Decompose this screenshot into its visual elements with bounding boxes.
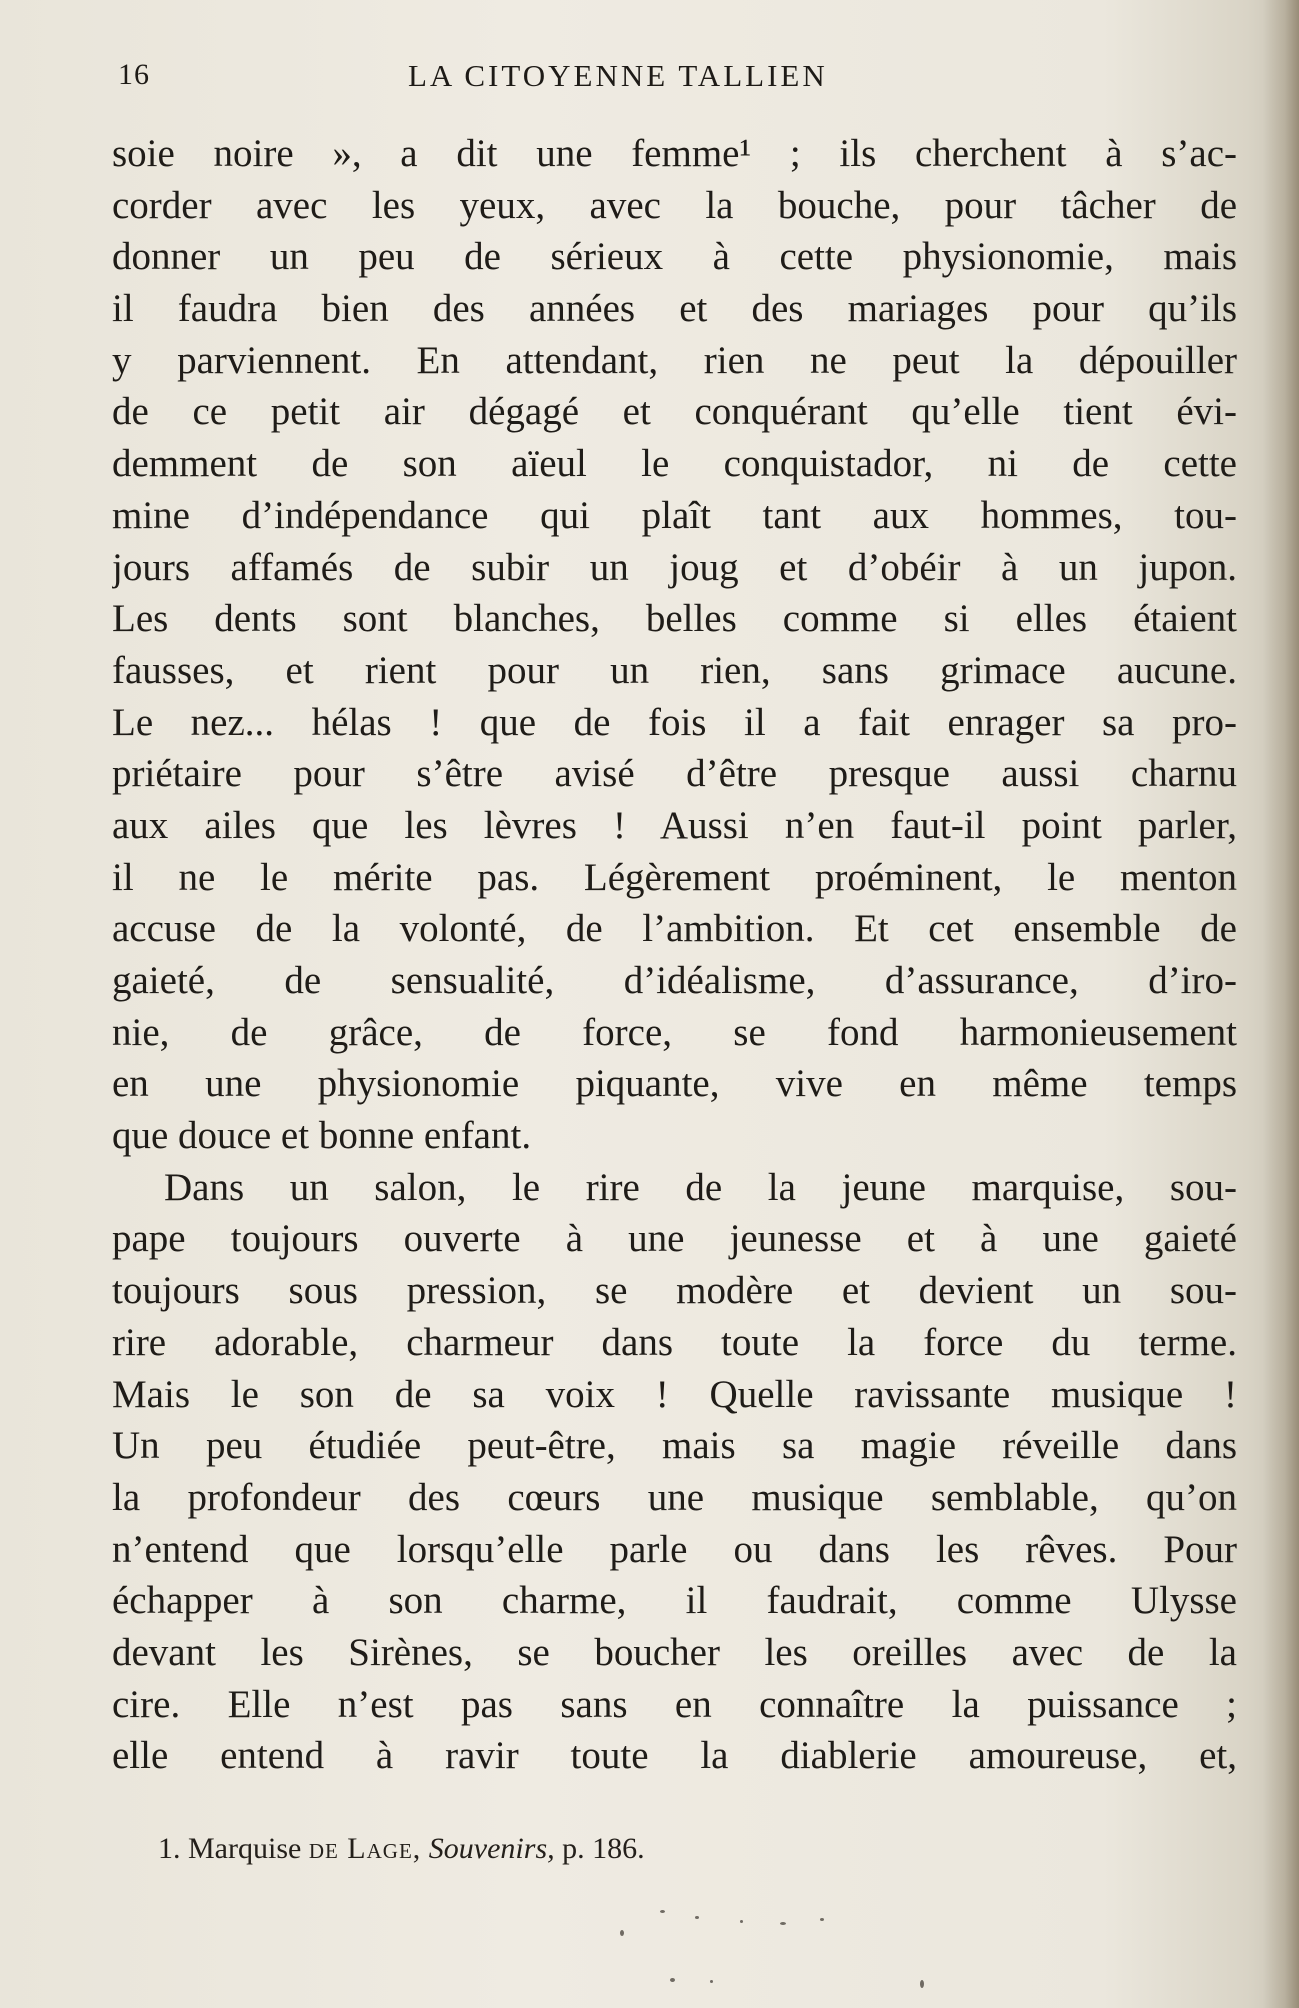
text-line: rire adorable, charmeur dans toute la force du terme. — [112, 1320, 1237, 1364]
ink-speck — [920, 1980, 924, 1988]
text-line: cire. Elle n’est pas sans en connaître la puissance ; — [112, 1682, 1237, 1726]
text-line: soie noire », a dit une femme¹ ; ils cherchent à s’ac- — [112, 132, 1237, 175]
text-line: gaieté, de sensualité, d’idéalisme, d’assurance, d’iro- — [112, 959, 1237, 1002]
text-line: échapper à son charme, il faudrait, comme Ulysse — [112, 1579, 1237, 1623]
print-specks — [600, 1880, 1100, 2000]
text-line: toujours sous pression, se modère et devient un sou- — [112, 1269, 1237, 1313]
text-line: elle entend à ravir toute la diablerie amoureuse, et, — [112, 1734, 1237, 1778]
text-line: corder avec les yeux, avec la bouche, pour tâcher de — [112, 183, 1237, 227]
text-line: pape toujours ouverte à une jeunesse et à une gaieté — [112, 1217, 1237, 1261]
text-line: mine d’indépendance qui plaît tant aux hommes, tou- — [112, 493, 1237, 537]
footnote-author-name: de Lage, — [308, 1832, 422, 1865]
text-line: Mais le son de sa voix ! Quelle ravissante musique ! — [112, 1372, 1237, 1416]
text-line: la profondeur des cœurs une musique semblable, qu’on — [112, 1475, 1237, 1519]
text-line: jours affamés de subir un joug et d’obéir à un jupon. — [112, 545, 1237, 589]
footnote-work-title: Souvenirs, — [428, 1832, 555, 1865]
text-line: n’entend que lorsqu’elle parle ou dans les rêves. Pour — [112, 1527, 1237, 1571]
book-title: LA CITOYENNE TALLIEN — [408, 58, 828, 93]
text-line: Le nez... hélas ! que de fois il a fait enrager sa pro- — [112, 700, 1237, 744]
ink-speck — [620, 1930, 624, 1936]
text-line: Les dents sont blanches, belles comme si elles étaient — [112, 597, 1237, 641]
running-head — [118, 58, 1248, 108]
text-line-paragraph-start: Dans un salon, le rire de la jeune marquise, sou- — [164, 1165, 1237, 1209]
text-line-paragraph-end: que douce et bonne enfant. — [112, 1114, 532, 1158]
ink-speck — [660, 1910, 665, 1913]
paper-edge-shadow — [1263, 0, 1299, 2008]
ink-speck — [740, 1920, 743, 1923]
text-line: accuse de la volonté, de l’ambition. Et cet ensemble de — [112, 907, 1237, 951]
footnote-page-ref: p. 186. — [562, 1832, 645, 1865]
page-number: 16 — [118, 58, 150, 91]
ink-speck — [820, 1918, 824, 1921]
text-line: de ce petit air dégagé et conquérant qu’elle tient évi- — [112, 390, 1237, 434]
ink-speck — [670, 1978, 675, 1982]
text-line: fausses, et rient pour un rien, sans grimace aucune. — [112, 648, 1237, 692]
text-line: en une physionomie piquante, vive en même temps — [112, 1062, 1237, 1106]
text-line: y parviennent. En attendant, rien ne peut la dépouiller — [112, 338, 1237, 382]
text-line: donner un peu de sérieux à cette physionomie, mais — [112, 235, 1237, 279]
text-line: nie, de grâce, de force, se fond harmonieusement — [112, 1010, 1237, 1054]
text-line: il ne le mérite pas. Légèrement proéminent, le menton — [112, 855, 1237, 899]
text-line: il faudra bien des années et des mariages pour qu’ils — [112, 287, 1237, 331]
body-text — [112, 128, 1237, 1782]
text-line: demment de son aïeul le conquistador, ni de cette — [112, 442, 1237, 486]
footnote — [158, 1832, 645, 1866]
text-line: Un peu étudiée peut-être, mais sa magie réveille dans — [112, 1424, 1237, 1468]
footnote-number: 1. — [158, 1832, 181, 1865]
ink-speck — [780, 1922, 786, 1925]
text-line: devant les Sirènes, se boucher les oreilles avec de la — [112, 1630, 1237, 1674]
ink-speck — [695, 1916, 699, 1919]
text-line: priétaire pour s’être avisé d’être presque aussi charnu — [112, 752, 1237, 796]
text-line: aux ailes que les lèvres ! Aussi n’en faut-il point parler, — [112, 803, 1237, 847]
footnote-author-prefix: Marquise — [188, 1832, 302, 1865]
ink-speck — [710, 1980, 713, 1983]
